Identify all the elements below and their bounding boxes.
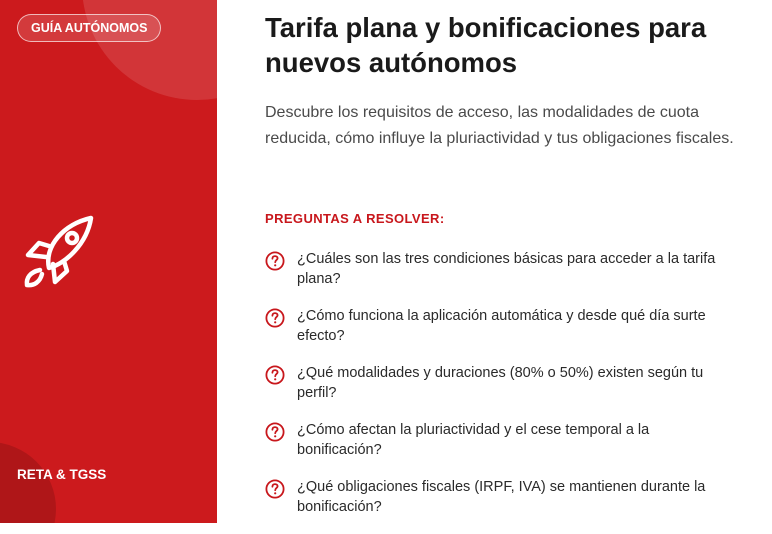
question-item <box>265 363 745 420</box>
question-circle-icon <box>265 308 285 328</box>
guide-badge: GUÍA AUTÓNOMOS <box>17 14 161 42</box>
question-item <box>265 249 745 306</box>
question-text: ¿Cómo funciona la aplicación automática y desde qué día surte efecto? <box>297 308 706 344</box>
question-circle-icon <box>265 251 285 271</box>
question-item <box>265 477 745 534</box>
intro-text: Descubre los requisitos de acceso, las modalidades de cuota reducida, cómo influye la pluriactividad y tus obligaciones fiscales. <box>265 104 734 147</box>
question-text: ¿Qué obligaciones fiscales (IRPF, IVA) se mantienen durante la bonificación? <box>297 479 706 515</box>
question-circle-icon <box>265 365 285 385</box>
question-text: ¿Qué modalidades y duraciones (80% o 50%) existen según tu perfil? <box>297 365 704 401</box>
question-circle-icon <box>265 422 285 442</box>
sidebar-footer-label: RETA & TGSS <box>17 467 107 482</box>
questions-heading: PREGUNTAS A RESOLVER: <box>265 211 445 226</box>
sidebar-panel <box>0 0 217 523</box>
question-text: ¿Cómo afectan la pluriactividad y el cese temporal a la bonificación? <box>297 422 650 458</box>
question-circle-icon <box>265 479 285 499</box>
question-item <box>265 420 745 477</box>
rocket-icon <box>20 214 96 290</box>
question-item <box>265 306 745 363</box>
page-title: Tarifa plana y bonificaciones para nuevos autónomos <box>265 12 707 78</box>
questions-list <box>265 249 745 534</box>
decorative-circle-bottom <box>0 442 56 523</box>
question-text: ¿Cuáles son las tres condiciones básicas para acceder a la tarifa plana? <box>297 251 716 287</box>
